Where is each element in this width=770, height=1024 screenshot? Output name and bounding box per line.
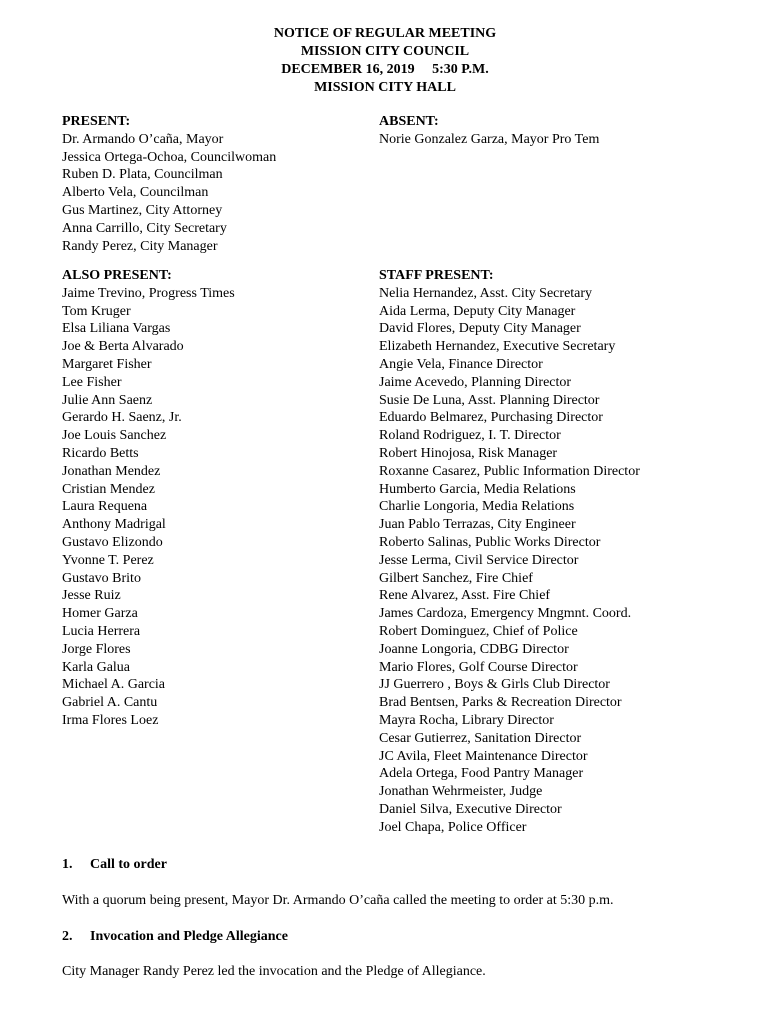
present-item: Dr. Armando O’caña, Mayor <box>62 131 224 147</box>
staff-present-item: Humberto Garcia, Media Relations <box>379 481 576 497</box>
staff-present-item: Robert Dominguez, Chief of Police <box>379 623 578 639</box>
also-present-item: Lucia Herrera <box>62 623 141 639</box>
staff-present-item: Adela Ortega, Food Pantry Manager <box>379 766 584 782</box>
present-item: Randy Perez, City Manager <box>62 238 218 254</box>
section-paragraph: City Manager Randy Perez led the invocation and the Pledge of Allegiance. <box>62 964 486 979</box>
present-item: Anna Carrillo, City Secretary <box>62 220 227 236</box>
staff-present-item: Joel Chapa, Police Officer <box>379 819 527 835</box>
staff-present-item: Elizabeth Hernandez, Executive Secretary <box>379 339 616 355</box>
also-present-item: Gerardo H. Saenz, Jr. <box>62 410 182 426</box>
section-number: 1. <box>62 857 73 872</box>
also-present-item: Joe & Berta Alvarado <box>62 339 184 355</box>
present-item: Alberto Vela, Councilman <box>62 185 209 201</box>
also-present-item: Karla Galua <box>62 659 131 675</box>
also-present-item: Julie Ann Saenz <box>62 392 153 408</box>
staff-present-item: Eduardo Belmarez, Purchasing Director <box>379 410 603 426</box>
staff-present-item: Roberto Salinas, Public Works Director <box>379 534 601 550</box>
section-paragraph: With a quorum being present, Mayor Dr. Armando O’caña called the meeting to order at 5:30 p.m. <box>62 893 614 908</box>
staff-present-item: Brad Bentsen, Parks & Recreation Director <box>379 695 622 711</box>
staff-present-item: Angie Vela, Finance Director <box>379 356 543 372</box>
staff-present-item: Jonathan Wehrmeister, Judge <box>379 784 543 800</box>
present-item: Gus Martinez, City Attorney <box>62 202 223 218</box>
header-line-council: MISSION CITY COUNCIL <box>300 44 470 59</box>
present-item: Jessica Ortega-Ochoa, Councilwoman <box>62 149 277 165</box>
also-present-item: Ricardo Betts <box>62 445 139 461</box>
staff-present-item: Mario Flores, Golf Course Director <box>379 659 578 675</box>
also-present-item: Elsa Liliana Vargas <box>62 321 171 337</box>
present-heading: PRESENT: <box>62 114 131 129</box>
present-item: Ruben D. Plata, Councilman <box>62 167 223 183</box>
staff-present-item: Mayra Rocha, Library Director <box>379 712 554 728</box>
section-number: 2. <box>62 929 73 944</box>
header-line-date: DECEMBER 16, 2019 5:30 P.M. <box>281 62 489 77</box>
section-heading-call-to-order <box>62 857 167 873</box>
header-line-notice: NOTICE OF REGULAR MEETING <box>273 26 497 41</box>
also-present-item: Jaime Trevino, Progress Times <box>62 285 235 301</box>
document-header <box>0 25 770 97</box>
staff-present-item: Roland Rodriguez, I. T. Director <box>379 428 561 444</box>
absent-list <box>379 113 599 149</box>
staff-present-item: Jesse Lerma, Civil Service Director <box>379 552 579 568</box>
present-list <box>62 113 276 255</box>
also-present-item: Homer Garza <box>62 606 138 622</box>
staff-present-item: Roxanne Casarez, Public Information Director <box>379 463 640 479</box>
also-present-item: Yvonne T. Perez <box>62 552 154 568</box>
also-present-item: Tom Kruger <box>62 303 131 319</box>
staff-present-item: Gilbert Sanchez, Fire Chief <box>379 570 533 586</box>
staff-present-item: Juan Pablo Terrazas, City Engineer <box>379 517 576 533</box>
also-present-item: Gabriel A. Cantu <box>62 695 158 711</box>
staff-present-item: Robert Hinojosa, Risk Manager <box>379 445 558 461</box>
staff-present-item: Jaime Acevedo, Planning Director <box>379 374 572 390</box>
staff-present-item: James Cardoza, Emergency Mngmnt. Coord. <box>379 606 632 622</box>
staff-present-item: Rene Alvarez, Asst. Fire Chief <box>379 588 551 604</box>
staff-present-item: Joanne Longoria, CDBG Director <box>379 641 569 657</box>
staff-present-item: David Flores, Deputy City Manager <box>379 321 581 337</box>
section-heading-invocation <box>62 929 288 945</box>
also-present-list <box>62 267 235 730</box>
section-title: Call to order <box>90 857 167 872</box>
absent-item: Norie Gonzalez Garza, Mayor Pro Tem <box>379 131 600 147</box>
also-present-item: Joe Louis Sanchez <box>62 428 167 444</box>
also-present-item: Anthony Madrigal <box>62 517 166 533</box>
also-present-item: Jesse Ruiz <box>62 588 121 604</box>
staff-present-item: Susie De Luna, Asst. Planning Director <box>379 392 600 408</box>
section-title: Invocation and Pledge Allegiance <box>90 929 288 944</box>
also-present-item: Irma Flores Loez <box>62 712 159 728</box>
also-present-item: Michael A. Garcia <box>62 677 166 693</box>
staff-present-item: Aida Lerma, Deputy City Manager <box>379 303 576 319</box>
also-present-item: Lee Fisher <box>62 374 122 390</box>
also-present-item: Gustavo Elizondo <box>62 534 163 550</box>
staff-present-item: JC Avila, Fleet Maintenance Director <box>379 748 588 764</box>
staff-present-item: Nelia Hernandez, Asst. City Secretary <box>379 285 593 301</box>
also-present-item: Cristian Mendez <box>62 481 155 497</box>
staff-present-heading: STAFF PRESENT: <box>379 268 494 283</box>
also-present-heading: ALSO PRESENT: <box>62 268 172 283</box>
staff-present-item: Cesar Gutierrez, Sanitation Director <box>379 730 582 746</box>
also-present-item: Margaret Fisher <box>62 356 152 372</box>
absent-heading: ABSENT: <box>379 114 439 129</box>
staff-present-item: Daniel Silva, Executive Director <box>379 801 562 817</box>
staff-present-item: JJ Guerrero , Boys & Girls Club Director <box>379 677 610 693</box>
staff-present-item: Charlie Longoria, Media Relations <box>379 499 575 515</box>
also-present-item: Gustavo Brito <box>62 570 141 586</box>
also-present-item: Laura Requena <box>62 499 148 515</box>
staff-present-list <box>379 267 640 837</box>
also-present-item: Jorge Flores <box>62 641 131 657</box>
header-line-location: MISSION CITY HALL <box>314 80 456 95</box>
also-present-item: Jonathan Mendez <box>62 463 161 479</box>
